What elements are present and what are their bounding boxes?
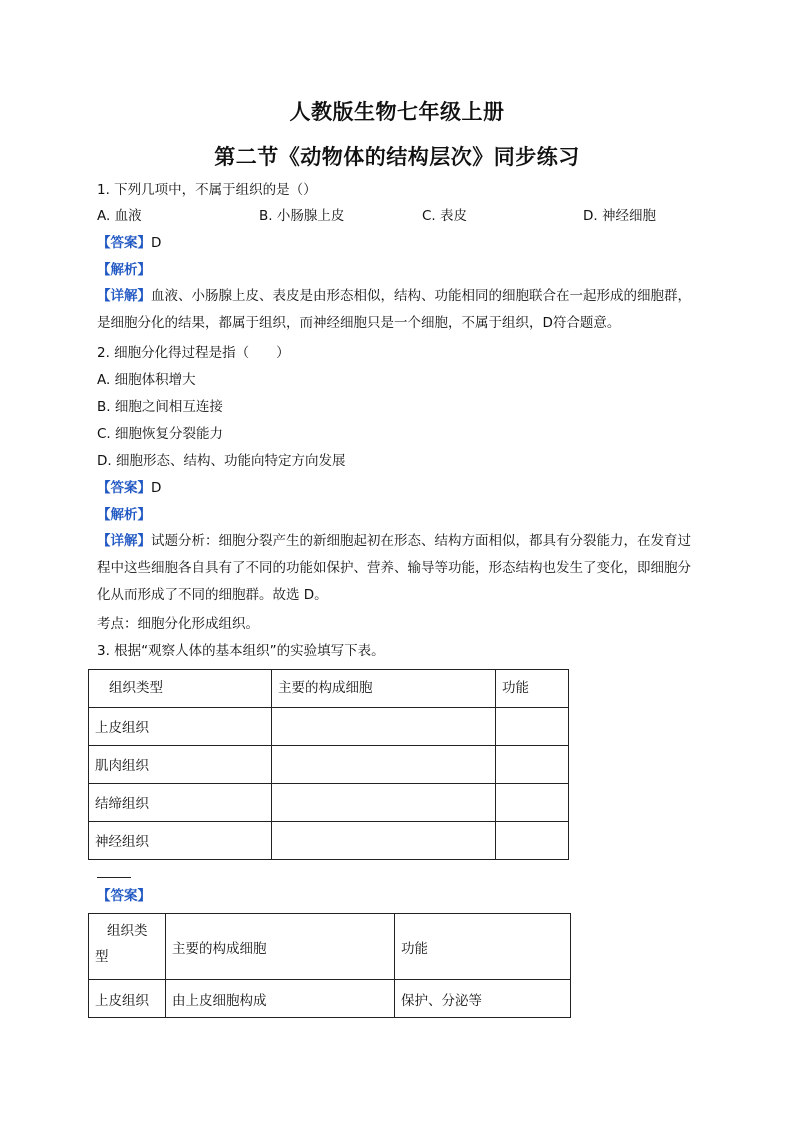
q1-option-a: A. 血液 [97,208,142,224]
q2-stem: 2. 细胞分化得过程是指（ ） [97,345,290,361]
header-function: 功能 [496,670,569,708]
blank-cell [272,708,496,746]
blank-cell [496,746,569,784]
table-row [89,784,569,822]
row-label: 结缔组织 [89,784,272,822]
blank-cell [496,784,569,822]
analysis-tag: 【解析】 [97,507,151,523]
detail-tag: 【详解】 [97,288,151,304]
q2-option-d: D. 细胞形态、结构、功能向特定方向发展 [97,453,346,469]
row-label: 神经组织 [89,822,272,860]
q2-answer [97,478,161,498]
analysis-tag: 【解析】 [97,262,151,278]
q2-detail-text: 试题分析：细胞分裂产生的新细胞起初在形态、结构方面相似，都具有分裂能力，在发育过程中这些细胞各自具有了不同的功能如保护、营养、输导等功能，形态结构也发生了变化，即细胞分化从而形成了不同的细胞群。故选 D。 [97,533,691,603]
blank-cell [496,708,569,746]
table-row [89,822,569,860]
q2-analysis [97,505,151,525]
divider [97,877,131,878]
table-header-row [89,914,571,980]
header-function: 功能 [395,914,571,980]
q2-answer-value: D [151,480,162,496]
blank-cell [272,746,496,784]
q1-answer [97,233,161,253]
q2-option-c: C. 细胞恢复分裂能力 [97,426,224,442]
detail-tag: 【详解】 [97,533,151,549]
answer-tag: 【答案】 [97,888,151,904]
table-row [89,980,571,1018]
q3-blank-table [88,669,569,860]
blank-cell [272,784,496,822]
q1-option-d: D. 神经细胞 [583,208,656,224]
answer-cell-function: 保护、分泌等 [395,980,571,1018]
header-tissue-type-text: 组织类型 [95,923,148,965]
q3-stem: 3. 根据“观察人体的基本组织”的实验填写下表。 [97,643,385,659]
page-subtitle: 第二节《动物体的结构层次》同步练习 [214,145,580,169]
q1-option-c: C. 表皮 [422,208,468,224]
header-tissue-type: 组织类型 [89,670,272,708]
row-label: 上皮组织 [89,708,272,746]
q1-option-b: B. 小肠腺上皮 [259,208,345,224]
q2-detail [97,528,701,609]
header-main-cells: 主要的构成细胞 [166,914,395,980]
q2-option-b: B. 细胞之间相互连接 [97,399,223,415]
row-label: 肌肉组织 [89,746,272,784]
q3-answer [97,886,151,906]
table-row [89,708,569,746]
answer-cell-cells: 由上皮细胞构成 [166,980,395,1018]
q1-detail [97,283,701,337]
q1-analysis [97,260,151,280]
blank-cell [272,822,496,860]
table-row [89,746,569,784]
q2-option-a: A. 细胞体积增大 [97,372,196,388]
page-title: 人教版生物七年级上册 [289,100,505,124]
table-header-row [89,670,569,708]
answer-tag: 【答案】 [97,480,151,496]
q1-answer-value: D [151,235,162,251]
answer-cell-type: 上皮组织 [89,980,166,1018]
q3-answer-table [88,913,571,1018]
blank-cell [496,822,569,860]
header-tissue-type [89,914,166,980]
q1-stem: 1. 下列几项中，不属于组织的是（） [97,182,317,198]
q1-detail-text: 血液、小肠腺上皮、表皮是由形态相似，结构、功能相同的细胞联合在一起形成的细胞群，是细胞分化的结果，都属于组织，而神经细胞只是一个细胞，不属于组织，D符合题意。 [97,288,691,331]
q2-kaodian: 考点：细胞分化形成组织。 [97,616,259,632]
header-main-cells: 主要的构成细胞 [272,670,496,708]
answer-tag: 【答案】 [97,235,151,251]
